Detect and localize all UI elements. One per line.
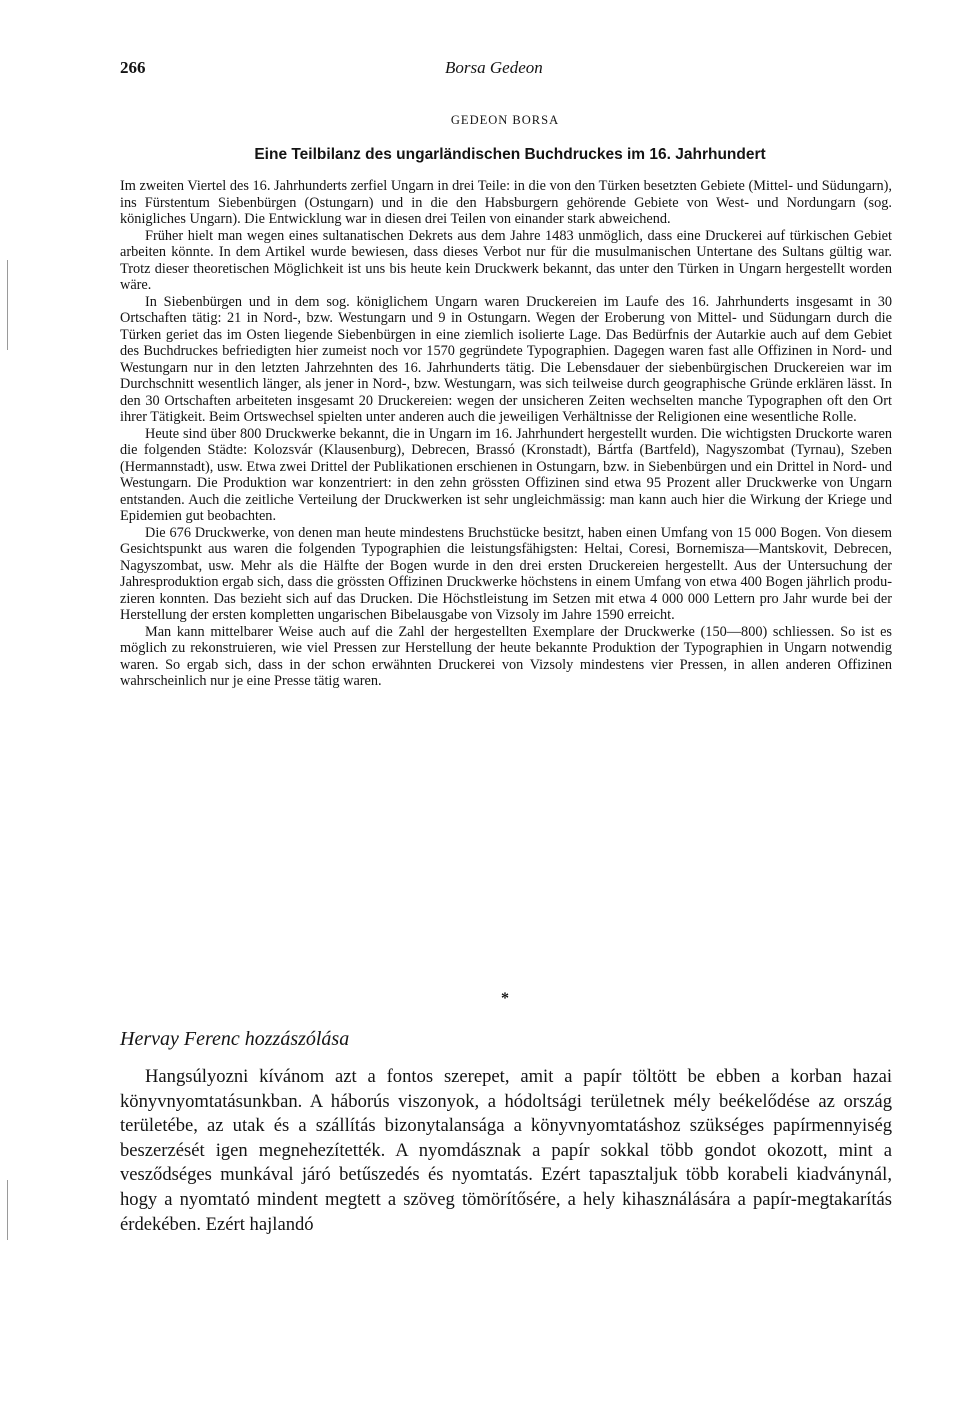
paragraph: Im zweiten Viertel des 16. Jahrhunderts zerfiel Ungarn in drei Teile: in die von den Türken besetzten Gebiete (Mittel- und Südungarn), ins Fürstentum Siebenbürgen (Ostungarn) und in die den Habsburgern gehörende Gebiete von West- und Nordungarn (sog. königliches Ungarn). Die Entwicklung war in diesen drei Teilen von einander stark abweichend. — [120, 178, 892, 227]
section-separator: * — [501, 990, 509, 1007]
scan-margin-line — [7, 260, 8, 350]
paragraph: Die 676 Druckwerke, von denen man heute mindestens Bruchstücke besitzt, haben einen Umfang von 15 000 Bogen. Von diesem Gesichtspunkt aus waren die folgenden Typographien die leistungsfähigsten: Heltai, Coresi, Bornemisza—Mantskovit, Debrecen, Nagyszombat, usw. Mehr als die Hälfte der Bogen wurde in den drei ersten Druckereien hergestellt. Aus der Untersuchung der Jahresproduktion ergab sich, dass die grössten Offizinen Druckwerke höchstens in einem Umfang von etwa 400 Bogen jährlich produzieren konnten. Das bezieht sich auf das Drucken. Die Höchstleistung im Setzen mit etwa 4 000 000 Lettern pro Jahr wurde bei der Herstellung der ersten kompletten ungarischen Bibelausgabe von Vizsoly im Jahre 1590 erreicht. — [120, 524, 892, 623]
comment-body — [120, 1065, 892, 1237]
paragraph: Man kann mittelbarer Weise auch auf die Zahl der hergestellten Exemplare der Druckwerke (150—800) schliessen. So ist es möglich zu rekonstruieren, wie viel Pressen zur Herstellung der heute bekannte Produktion der Typographien in Ungarn notwendig waren. So ergab sich, dass in der schon erwähnten Druckerei von Vizsoly mindestens vier Pressen, in allen anderen Offizinen wahrscheinlich nur je eine Presse tätig waren. — [120, 623, 892, 689]
page-header — [120, 58, 900, 88]
comment-heading: Hervay Ferenc hozzászólása — [120, 1028, 350, 1050]
paragraph: Früher hielt man wegen eines sultanatischen Dekrets aus dem Jahre 1483 unmöglich, dass eine Druckerei auf türkischen Gebiet arbeiten könnte. In dem Artikel wurde bewiesen, dass dieses Verbot nur für die musulmanischen Untertane des Sultans gültig war. Trotz dieser theoretischen Möglichkeit ist uns bis heute kein Druckwerk bekannt, das unter den Türken in Ungarn hergestellt worden wäre. — [120, 227, 892, 293]
paragraph: Heute sind über 800 Druckwerke bekannt, die in Ungarn im 16. Jahrhundert hergestellt wurden. Die wichtigsten Druckorte waren die folgenden Städte: Kolozsvár (Klausenburg), Debrecen, Brassó (Kronstadt), Bártfa (Bartfeld), Nagyszombat (Tyrnau), Szeben (Hermannstadt), usw. Etwa zwei Drittel der Publikationen erschienen in Ostungarn, bzw. in Siebenbürgen und ein Drittel in Nord- und Westungarn. Die Produktion war konzentriert: in den zehn grössten Offizinen sind etwa 95 Prozent aller Druckwerke von Ungarn entstanden. Auch die zeitliche Verteilung der Druckwerken ist sehr ungleichmässig: man kann auch hier die Wirkung der Kriege und Epidemien gut beobachten. — [120, 425, 892, 524]
article-body — [120, 178, 892, 690]
running-head: Borsa Gedeon — [445, 58, 543, 77]
page-number: 266 — [120, 58, 146, 77]
scan-margin-line — [7, 1180, 8, 1240]
article-author: GEDEON BORSA — [450, 113, 560, 127]
comment-paragraph: Hangsúlyozni kívánom azt a fontos szerepet, amit a papír töltött be ebben a korban hazai könyvnyomtatásunkban. A háborús viszonyok, a hódoltsági területnek mély beékelődése az ország területébe, az utak és a szállítás bizonytalansága a könyvnyomtatáshoz szükséges papírmennyiség beszerzését igen megnehezítették. A nyomdásznak a papír sokkal több gondot okozott, mint a vesződséges munkával járó betűszedés és nyomtatás. Ezért tapasztaljuk több korabeli kiadványnál, hogy a nyomtató mindent megtett a szöveg tömörítősére, a hely kihasználására a papír-megtakarítás érdekében. Ezért hajlandó — [120, 1066, 892, 1235]
paragraph: In Siebenbürgen und in dem sog. königlichem Ungarn waren Druckereien im Laufe des 16. Jahrhunderts insgesamt in 30 Ortschaften tätig: 21 in Nord-, bzw. Westungarn und 9 in Ostungarn. Wegen der Eroberung von Mittel- und Südungarn durch die Türken geriet das im Osten liegende Siebenbürgen in eine ziemlich isolierte Lage. Das Bedürfnis der Autarkie auch auf dem Gebiet des Buchdruckes befriedigten hier zumeist noch vor 1570 gegründete Typographien. Dagegen waren fast alle Offizinen in Nord- und Westungarn nur in den letzten Jahrzehnten des 16. Jahrhunderts tätig. Die Lebensdauer der siebenbürgischen Druckereien war im Durchschnitt wesentlich länger, als jener in Nord-, bzw. Westungarn, was sich teilweise durch geographische Gründe erklären lässt. In den 30 Ortschaften arbeiteten insgesamt 20 Druckereien: wegen der unsicheren Zeiten wechselten manche Typographen oft den Ort ihrer Tätigkeit. Beim Ortswechsel spielten unter anderen auch die jeweiligen Verhältnisse der Religionen eine wesentliche Rolle. — [120, 293, 892, 425]
article-title: Eine Teilbilanz des ungarländischen Buchdruckes im 16. Jahrhundert — [254, 146, 766, 163]
